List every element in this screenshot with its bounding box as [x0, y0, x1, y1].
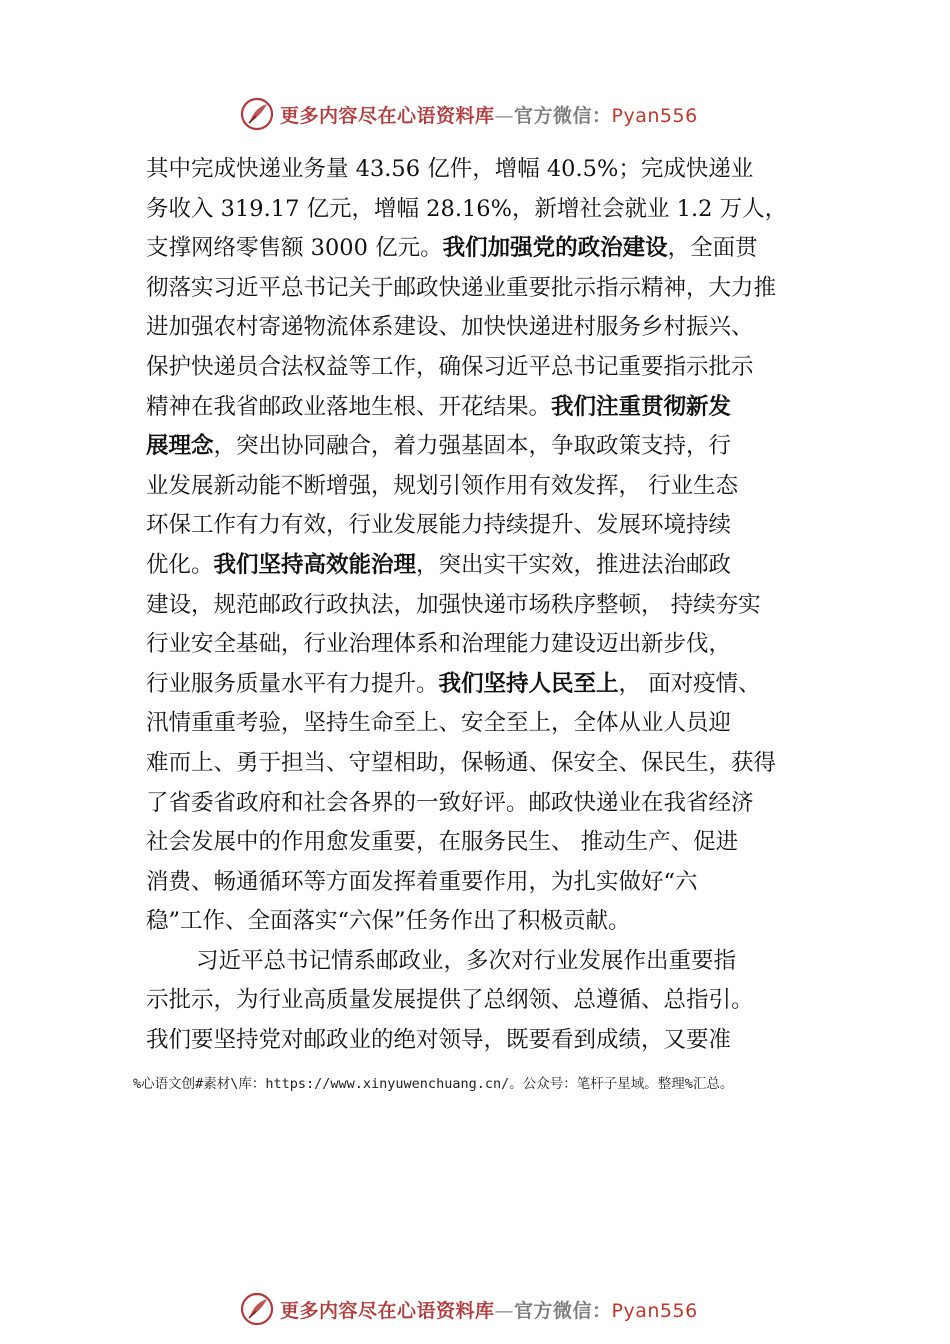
text-line — [146, 506, 826, 546]
text-line — [146, 784, 826, 824]
text-segment: 支撑网络零售额 3000 亿元。 — [146, 235, 443, 262]
text-line — [146, 150, 826, 190]
text-line — [146, 823, 826, 863]
text-line — [146, 586, 826, 626]
feather-pen-logo-icon — [240, 1292, 274, 1326]
bold-text-segment: 我们注重贯彻新发 — [551, 393, 732, 420]
text-segment: ， 面对疫情、 — [618, 670, 761, 697]
text-segment: ，突出协同融合，着力强基固本，争取政策支持，行 — [213, 433, 732, 460]
text-segment: 了省委省政府和社会各界的一致好评。邮政快递业在我省经济 — [146, 789, 754, 816]
text-line — [146, 902, 826, 942]
bold-text-segment: 我们加强党的政治建设 — [442, 235, 668, 262]
text-line — [146, 1021, 826, 1061]
text-line — [146, 308, 826, 348]
text-segment: 保护快递员合法权益等工作，确保习近平总书记重要指示批示 — [146, 353, 754, 380]
banner-brand: 更多内容尽在心语资料库 — [280, 1299, 495, 1322]
text-line — [146, 704, 826, 744]
text-line — [146, 744, 826, 784]
footer-banner — [240, 1291, 760, 1327]
banner-dash: — — [494, 1299, 515, 1322]
text-segment: 我们要坚持党对邮政业的绝对领导，既要看到成绩，又要准 — [146, 1027, 732, 1054]
text-line — [146, 388, 826, 428]
banner-text — [280, 1296, 698, 1323]
text-segment: 汛情重重考验，坚持生命至上、安全至上，全体从业人员迎 — [146, 710, 732, 737]
text-line — [146, 467, 826, 507]
text-line — [146, 863, 826, 903]
text-segment: 稳”工作、全面落实“六保”任务作出了积极贡献。 — [146, 908, 631, 935]
banner-label: 官方微信： — [514, 104, 612, 127]
bold-text-segment: 我们坚持高效能治理 — [213, 551, 417, 578]
text-segment: 习近平总书记情系邮政业，多次对行业发展作出重要指 — [196, 947, 737, 974]
text-segment: 其中完成快递业务量 43.56 亿件，增幅 40.5%；完成快递业 — [146, 156, 754, 182]
text-line — [146, 348, 826, 388]
text-segment: ，突出实干实效，推进法治邮政 — [416, 551, 732, 578]
text-segment: 示批示，为行业高质量发展提供了总纲领、总遵循、总指引。 — [146, 987, 754, 1014]
text-segment: 精神在我省邮政业落地生根、开花结果。 — [146, 393, 552, 420]
text-line — [146, 190, 826, 230]
text-line — [146, 942, 826, 982]
text-segment: 建设，规范邮政行政执法，加强快递市场秩序整顿， 持续夯实 — [146, 591, 761, 618]
text-line — [146, 625, 826, 665]
text-segment: 务收入 319.17 亿元，增幅 28.16%，新增社会就业 1.2 万人， — [146, 195, 788, 222]
text-line — [146, 981, 826, 1021]
feather-pen-logo-icon — [240, 97, 274, 131]
document-body — [146, 150, 826, 1061]
text-segment: 进加强农村寄递物流体系建设、加快快递进村服务乡村振兴、 — [146, 314, 754, 341]
text-segment: 行业服务质量水平有力提升。 — [146, 670, 439, 697]
header-banner — [240, 96, 760, 132]
text-segment: 难而上、勇于担当、守望相助，保畅通、保安全、保民生，获得 — [146, 749, 777, 776]
banner-label: 官方微信： — [514, 1299, 612, 1322]
text-line — [146, 427, 826, 467]
text-line — [146, 269, 826, 309]
text-line — [146, 546, 826, 586]
banner-wechat-id: Pyan556 — [611, 104, 698, 127]
banner-text — [280, 101, 698, 128]
text-segment: 消费、畅通循环等方面发挥着重要作用，为扎实做好“六 — [146, 868, 698, 895]
text-segment: ，全面贯 — [667, 235, 758, 262]
text-segment: 环保工作有力有效，行业发展能力持续提升、发展环境持续 — [146, 512, 732, 539]
text-segment: 彻落实习近平总书记关于邮政快递业重要批示指示精神，大力推 — [146, 274, 777, 301]
text-line — [146, 229, 826, 269]
banner-brand: 更多内容尽在心语资料库 — [280, 104, 495, 127]
text-segment: 业发展新动能不断增强，规划引领作用有效发挥， 行业生态 — [146, 472, 739, 499]
text-line — [146, 665, 826, 705]
banner-wechat-id: Pyan556 — [611, 1299, 698, 1322]
bold-text-segment: 展理念 — [146, 433, 214, 460]
source-footer-note: %心语文创#素材\库：https://www.xinyuwenchuang.cn/。公众号：笔杆子星域。整理%汇总。 — [133, 1076, 734, 1092]
text-segment: 社会发展中的作用愈发重要，在服务民生、 推动生产、促进 — [146, 829, 739, 856]
text-segment: 行业安全基础，行业治理体系和治理能力建设迈出新步伐， — [146, 631, 732, 658]
bold-text-segment: 我们坚持人民至上 — [438, 670, 619, 697]
text-segment: 优化。 — [146, 551, 214, 578]
banner-dash: — — [494, 104, 515, 127]
